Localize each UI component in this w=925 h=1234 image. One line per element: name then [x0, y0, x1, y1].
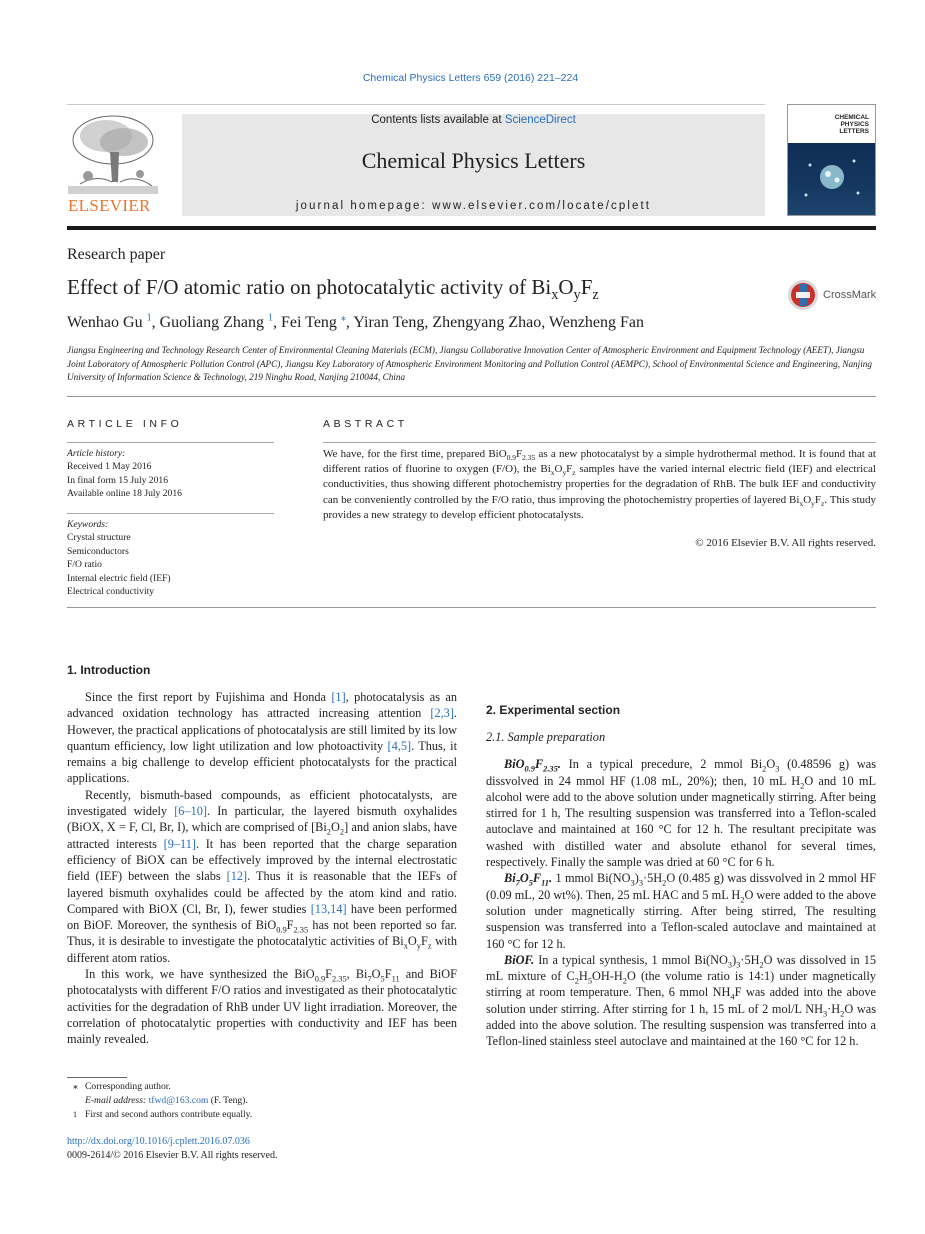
- abstract-copyright: © 2016 Elsevier B.V. All rights reserved.: [695, 537, 876, 549]
- abstract-run: . This study provides a new strategy to develop efficient photocatalysts.: [323, 493, 877, 521]
- title-subscript: x: [551, 287, 559, 304]
- author-name[interactable]: , Guoliang Zhang: [151, 314, 264, 331]
- history-item: Received 1 May 2016: [67, 461, 152, 473]
- crossmark-label: CrossMark: [823, 289, 877, 301]
- cover-title-line: LETTERS: [839, 128, 869, 135]
- section-heading-introduction: 1. Introduction: [67, 663, 151, 677]
- keyword-item: Crystal structure: [67, 532, 131, 544]
- sciencedirect-link[interactable]: ScienceDirect: [504, 114, 576, 126]
- corresponding-author-note: ⁎ Corresponding author.: [73, 1081, 171, 1092]
- abstract-run: O: [554, 463, 563, 476]
- cover-artwork: [788, 143, 875, 216]
- header-thick-rule: [67, 226, 876, 230]
- paragraph: $BiO_{0.9}F_{2.35}$. In a typical precedure, 2 mmol $Bi_2O_3$ (0.48596 g) was dissvolved in 24 mmol HF (1.08 mL, 20%); then, 10 mL $H_2O$ and 10 mL alcohol were add to the above solution under magnetically stirring. After being stirred for 1 h, The resulting suspension was transferred into a Teflon-scaled autoclave and maintained at 160 °C for 12 h. The resultant precipitate was washed with distilled water and absolute ethanol for several times, respectively. Finally the sample was dried at 60 °C for 6 h.: [486, 757, 876, 870]
- abstract-divider: [323, 442, 876, 443]
- cover-title: [821, 114, 869, 135]
- affiliation: Jiangsu Engineering and Technology Research Center of Environmental Cleaning Materials (ECM), Jiangsu Collaborative Innovation Center of Atmospheric Environment and Equipment Technology (AEET), Jiangsu Joint Laboratory of Atmospheric Pollution Control (APC), Jiangsu Key Laboratory of Atmospheric Environment Monitoring and Pollution Control (AEMPC), School of Environmental Science and Engineering, Nanjing University of Information Science & Technology, 219 Ninghu Road, Nanjing 210044, China: [67, 345, 872, 382]
- molecule-icon: [788, 143, 876, 216]
- journal-homepage[interactable]: journal homepage: www.elsevier.com/locate/cplett: [295, 200, 652, 212]
- crossmark-icon: [787, 279, 819, 311]
- subscript: z: [572, 468, 576, 478]
- footnote-divider: [67, 1077, 127, 1078]
- contents-line: [182, 114, 765, 126]
- info-divider: [67, 513, 274, 514]
- abstract-run: F: [516, 448, 523, 460]
- cover-title-line: CHEMICAL: [834, 114, 869, 121]
- abstract-run: F: [566, 463, 573, 476]
- publisher-name: ELSEVIER: [68, 196, 151, 215]
- citation-link[interactable]: [9–11]: [163, 836, 196, 851]
- journal-cover-thumbnail[interactable]: [787, 104, 876, 216]
- abstract-run: samples have the varied internal electric field (IEF) and electrical conductivities, thus showing different photochemistry properties for the degradation of RhB. The bulk IEF and conductivity can be conveniently controlled by the F/O ratio, thus improving the photochemistry properties of layered Bi: [323, 463, 876, 506]
- paragraph: In this work, we have synthesized the $BiO_{0.9}F_{2.35}$, $Bi_7O_5F_{11}$ and BiOF photocatalysts with different F/O ratios and investigated as their photocatalytic activities for the degradation of RhB under UV light irradiation. Moreover, the correlation of photocatalytic properties with conductivity and IEF has been mainly revealed.: [67, 967, 457, 1047]
- keywords-heading: Keywords:: [67, 519, 109, 530]
- paragraph: $Bi_7O_5F_{11}$. 1 mmol $Bi(NO_3)_3\cdot 5H_2O$ (0.485 g) was dissvolved in 2 mmol HF (0.09 mL, 20 wt%). Then, 25 mL HAC and 5 mL $H_2O$ were added to the above solution under magnetically stirring. After being stirred, The resulting suspension was transferred into a Teflon-scaled autoclave and maintained at 160 °C for 12 h.: [486, 871, 877, 951]
- keyword-item: Semiconductors: [67, 545, 129, 557]
- email-note: E-mail address: tfwd@163.com (F. Teng).: [85, 1095, 248, 1107]
- article-title: [67, 275, 599, 304]
- abstract-run: F: [814, 493, 821, 506]
- citation-link[interactable]: [13,14]: [310, 901, 347, 916]
- author-list: [67, 314, 644, 332]
- crossmark-badge[interactable]: [787, 278, 876, 312]
- footnotes: [67, 1080, 457, 1123]
- paragraph: Since the first report by Fujishima and Honda [1], photocatalysis as an advanced oxidation technology has attracted increasing attention [2,3]. However, the practical applications of photocatalysis are still limited by its low quantum efficiency, low light utilization and low photoactivity [4,5]. Thus, it remains a big challenge to develop efficient photocatalysts for the practical applications.: [67, 690, 457, 786]
- abstract-text: [323, 447, 876, 523]
- article-info-heading: ARTICLE INFO: [67, 418, 183, 430]
- author-name[interactable]: Wenhao Gu: [67, 314, 143, 331]
- subscript: 2.35: [522, 453, 536, 463]
- title-text: O: [558, 275, 574, 299]
- history-item: In final form 15 July 2016: [67, 474, 168, 486]
- title-subscript: z: [592, 287, 599, 304]
- header-divider: [67, 104, 765, 105]
- citation-link[interactable]: [2,3]: [430, 706, 454, 721]
- title-subscript: y: [573, 287, 581, 304]
- publisher-logo: [66, 112, 161, 216]
- article-type: Research paper: [67, 246, 166, 263]
- abstract-run: O: [803, 493, 812, 506]
- paragraph: BiOF. In a typical synthesis, 1 mmol $Bi(NO_3)_3\cdot 5H_2O$ was dissolved in 15 mL mixture of $C_2H_5OH-H_2O$ (the volume ratio is 14:1) under magnetically stirring at room temperature. Then, 6 mmol $NH_4F$ was added into the above solution under stirring. After stirring for 1 h, 15 mL of 2 mol/L $NH_3\cdot H_2O$ was added into the above solution. The resulting suspension was transferred into a Teflon-lined stainless steel autoclave and maintained at the 160 °C for 12 h.: [486, 952, 877, 1049]
- subscript: x: [550, 468, 555, 478]
- subsection-heading: 2.1. Sample preparation: [486, 730, 606, 744]
- author-name[interactable]: , Yiran Teng, Zhengyang Zhao, Wenzheng Fan: [345, 314, 645, 331]
- elsevier-tree-icon: [66, 112, 161, 198]
- journal-title: Chemical Physics Letters: [361, 148, 586, 173]
- citation-link[interactable]: [6–10]: [174, 804, 207, 819]
- info-divider: [67, 442, 274, 443]
- abstract-run: as a new photocatalyst by a simple hydrothermal method. It is found that at different ratios of fluorine to oxygen (F/O), the Bi: [323, 448, 876, 476]
- keyword-item: Internal electric field (IEF): [67, 572, 171, 584]
- history-item: Available online 18 July 2016: [67, 488, 182, 500]
- subscript: x: [799, 498, 804, 508]
- abstract-run: We have, for the first time, prepared BiO: [323, 448, 507, 460]
- subscript: y: [811, 498, 815, 508]
- author-footnote-mark[interactable]: 1: [146, 312, 152, 324]
- paragraph: Recently, bismuth-based compounds, as efficient photocatalysts, are investigated widely [6–10]. In particular, the layered bismuth oxyhalides (BiOX, X = F, Cl, Br, I), which are comprised of $[Bi_2O_2]$ and anion slabs, have attracted interests [9–11]. It has been reported that the charge separation efficiency of BiOX can be effectively improved by the internal electrostatic field (IEF) between the slabs [12]. Thus it is reasonable that the IEFs of layered bismuth oxyhalides could be affected by the atom kind and ratio. Compared with BiOX (Cl, Br, I), fewer studies [13,14] have been performed on BiOF. Moreover, the synthesis of $BiO_{0.9}F_{2.35}$ has not been reported so far. Thus, it is desirable to investigate the photocatalytic activities of $Bi_xO_yF_z$ with different atom ratios.: [67, 787, 458, 965]
- equal-contribution-note: 1 First and second authors contribute equally.: [73, 1109, 253, 1121]
- section-divider: [67, 396, 876, 397]
- body-left-column: [67, 662, 457, 1048]
- issn-copyright: 0009-2614/© 2016 Elsevier B.V. All rights reserved.: [67, 1150, 278, 1161]
- subscript: 0.9: [506, 453, 517, 463]
- keywords: [67, 518, 277, 598]
- body-right-column: [486, 662, 876, 1050]
- citation-link[interactable]: [12]: [226, 869, 248, 884]
- contents-prefix: Contents lists available at: [371, 114, 505, 126]
- history-heading: Article history:: [67, 448, 126, 459]
- journal-reference-link[interactable]: Chemical Physics Letters 659 (2016) 221–224: [362, 72, 579, 84]
- citation-link[interactable]: [4,5]: [387, 738, 412, 753]
- subscript: y: [562, 468, 567, 478]
- journal-masthead: [182, 114, 765, 216]
- title-text: F: [580, 275, 593, 299]
- doi-link[interactable]: http://dx.doi.org/10.1016/j.cplett.2016.07.036: [67, 1136, 250, 1147]
- cover-title-line: PHYSICS: [840, 121, 869, 128]
- citation-link[interactable]: [1]: [331, 690, 346, 704]
- title-text: Effect of F/O atomic ratio on photocatalytic activity of Bi: [67, 275, 552, 299]
- article-history: [67, 447, 277, 501]
- email-link[interactable]: tfwd@163.com: [148, 1095, 209, 1107]
- author-name[interactable]: , Fei Teng: [273, 314, 337, 331]
- corresponding-author-mark[interactable]: ⁎: [340, 312, 346, 324]
- keyword-item: Electrical conductivity: [67, 586, 155, 598]
- section-heading-experimental: 2. Experimental section: [486, 703, 621, 717]
- subscript: z: [821, 498, 825, 508]
- author-footnote-mark[interactable]: 1: [268, 312, 273, 324]
- abstract-heading: ABSTRACT: [323, 418, 408, 430]
- section-divider: [67, 607, 876, 608]
- keyword-item: F/O ratio: [67, 559, 102, 571]
